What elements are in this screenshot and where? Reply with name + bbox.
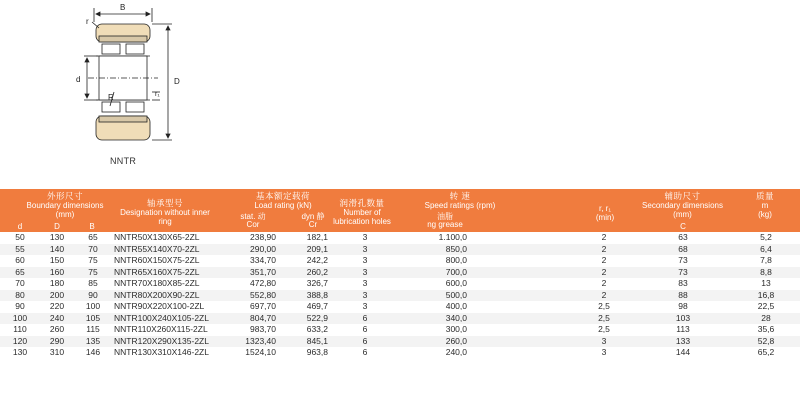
cell-B: 115 [86,324,100,334]
cell-speed: 700,0 [445,266,467,277]
cell-r: 2,5 [598,301,610,311]
cell-C: 88 [678,289,688,300]
cell-B: 75 [88,255,98,265]
header-dyn: dyn 静 [301,212,325,221]
header-speed [405,192,515,210]
cell-r: 2 [601,278,607,288]
cell-speed: 800,0 [445,255,467,265]
cell-cor: 697,70 [250,301,276,311]
cell-designation: NNTR120X290X135-2ZL [114,335,209,346]
bearing-cross-section-drawing [0,0,200,185]
cell-D: 290 [49,335,65,346]
cell-C: 63 [678,232,688,242]
drawing-caption: NNTR [110,156,137,166]
cell-C: 73 [678,255,688,265]
header-designation [110,199,220,226]
cell-D: 220 [49,301,65,311]
cell-designation: NNTR65X160X75-2ZL [114,266,200,277]
table-row [0,278,800,290]
bearing-spec-table [0,189,800,359]
header-speed-en: Speed ratings (rpm) [424,201,496,210]
cell-designation: NNTR50X130X65-2ZL [114,232,200,242]
cell-C: 144 [675,347,691,357]
cell-mass: 7,8 [760,255,772,265]
cell-cr: 182,1 [306,232,328,242]
table-row [0,290,800,302]
cell-d: 65 [15,266,25,277]
cell-D: 140 [49,243,65,254]
cell-r: 2 [601,243,607,254]
cell-holes: 3 [362,289,368,300]
header-load-en: Load rating (kN) [254,201,312,210]
header-boundary [15,192,115,219]
header-C: C [680,222,686,231]
dim-D-label: D [174,77,180,86]
cell-cor: 1524,10 [245,347,276,357]
cell-D: 130 [49,232,65,242]
header-cor: Cor [246,220,260,229]
table-row [0,267,800,279]
cell-C: 98 [678,301,688,311]
header-lub-zh: 润滑孔数量 [339,198,385,208]
cell-d: 110 [13,324,27,334]
cell-cor: 290,00 [250,243,276,254]
cell-holes: 3 [362,243,368,254]
cell-mass: 22,5 [757,301,775,311]
cell-cor: 472,80 [250,278,276,288]
header-boundary-unit: (mm) [55,210,75,219]
header-rr1-label: r, r₁ [598,204,612,213]
table-row [0,336,800,348]
cell-holes: 6 [362,335,368,346]
cell-d: 50 [15,232,25,242]
header-secondary-zh: 辅助尺寸 [664,191,701,201]
cell-designation: NNTR60X150X75-2ZL [114,255,200,265]
table-row [0,301,800,313]
cell-speed: 340,0 [445,312,467,323]
cell-holes: 6 [362,324,368,334]
cell-r: 2 [601,232,607,242]
cell-d: 55 [15,243,25,254]
cell-designation: NNTR70X180X85-2ZL [114,278,200,288]
header-d: d [17,222,23,231]
header-secondary-en2: (mm) [673,210,692,219]
cell-cr: 209,1 [306,243,328,254]
cell-holes: 6 [362,347,368,357]
cell-r: 3 [601,347,607,357]
dim-B-label: B [120,3,126,12]
dim-r1-label: r₁ [155,91,160,98]
header-designation-en2: ring [158,217,172,226]
cell-mass: 5,2 [760,232,772,242]
cell-B: 65 [88,232,98,242]
cell-D: 200 [49,289,65,300]
cell-cr: 469,7 [306,301,328,311]
cell-designation: NNTR110X260X115-2ZL [114,324,208,334]
cell-r: 2,5 [598,324,610,334]
header-load-zh: 基本额定载荷 [255,191,310,201]
cell-cr: 326,7 [306,278,328,288]
cell-B: 135 [85,335,101,346]
header-mass [745,192,785,219]
cell-d: 80 [15,289,25,300]
header-secondary [620,192,745,219]
table-row [0,232,800,244]
cell-holes: 6 [362,312,368,323]
cell-D: 240 [49,312,65,323]
cell-designation: NNTR100X240X105-2ZL [114,312,209,323]
cell-B: 75 [88,266,98,277]
cell-speed: 1.100,0 [438,232,467,242]
cell-speed: 260,0 [445,335,467,346]
cell-d: 120 [12,335,28,346]
cell-cr: 242,2 [306,255,328,265]
dim-d-label: d [76,75,81,84]
cell-mass: 16,8 [757,289,775,300]
table-row [0,324,800,336]
cell-cr: 388,8 [306,289,328,300]
header-mass-en2: (kg) [758,210,772,219]
header-boundary-zh: 外形尺寸 [46,191,83,201]
cell-designation: NNTR80X200X90-2ZL [114,289,200,300]
cell-holes: 3 [362,278,368,288]
header-stat: stat. 动 [240,212,266,221]
table-row [0,255,800,267]
cell-mass: 13 [761,278,771,288]
dim-r-label: r [86,17,89,26]
header-speed-zh: 转 速 [449,191,471,201]
header-lub-en1: Number of [343,208,381,217]
table-row [0,244,800,256]
cell-mass: 28 [761,312,771,323]
header-secondary-en1: Secondary dimensions [642,201,723,210]
cell-d: 100 [12,312,28,323]
cell-speed: 850,0 [445,243,467,254]
cell-B: 146 [85,347,101,357]
cell-holes: 3 [362,232,368,242]
cell-mass: 52,8 [757,335,775,346]
cell-cor: 238,90 [250,232,276,242]
cell-B: 100 [85,301,101,311]
table-row [0,347,800,359]
cell-d: 130 [12,347,28,357]
cell-D: 180 [49,278,65,288]
cell-speed: 240,0 [445,347,467,357]
cell-B: 105 [85,312,101,323]
cell-C: 133 [675,335,691,346]
header-B: B [89,222,95,231]
table-row [0,313,800,325]
cell-cr: 845,1 [306,335,328,346]
cell-holes: 3 [362,255,368,265]
cell-mass: 6,4 [760,243,772,254]
cell-C: 83 [678,278,688,288]
header-mass-zh: 质量 [755,191,774,201]
header-rr1-unit: (min) [595,213,615,222]
cell-cr: 633,2 [306,324,328,334]
cell-B: 85 [88,278,98,288]
cell-cor: 1323,40 [245,335,276,346]
cell-C: 73 [678,266,688,277]
cell-designation: NNTR130X310X146-2ZL [114,347,209,357]
cell-C: 68 [678,243,688,254]
cell-C: 113 [676,324,690,334]
cell-speed: 300,0 [445,324,467,334]
cell-d: 90 [15,301,25,311]
cell-d: 60 [15,255,25,265]
cell-mass: 65,2 [757,347,775,357]
header-grease-en: ng grease [427,220,463,229]
header-lubrication [318,199,406,226]
cell-r: 2 [601,266,607,277]
cell-speed: 500,0 [445,289,467,300]
cell-cr: 963,8 [306,347,328,357]
header-grease-zh: 油脂 [437,212,453,221]
cell-r: 2,5 [598,312,610,323]
cell-r: 2 [601,289,607,300]
cell-cor: 552,80 [250,289,276,300]
cell-designation: NNTR55X140X70-2ZL [114,243,200,254]
cell-holes: 3 [362,301,368,311]
header-boundary-en: Boundary dimensions [26,201,104,210]
cell-holes: 3 [362,266,368,277]
table-header [0,189,800,232]
cell-cor: 983,70 [250,324,276,334]
cell-D: 310 [49,347,65,357]
cell-d: 70 [15,278,25,288]
header-cr: Cr [308,220,318,229]
cell-B: 90 [88,289,98,300]
cell-cor: 804,70 [250,312,276,323]
cell-mass: 35,6 [757,324,775,334]
header-designation-zh: 轴承型号 [146,198,183,208]
cell-speed: 600,0 [445,278,467,288]
cell-r: 2 [601,255,607,265]
cell-cr: 260,2 [306,266,328,277]
header-designation-en1: Designation without inner [120,208,210,217]
header-mass-en1: m [761,201,769,210]
cell-designation: NNTR90X220X100-2ZL [114,301,205,311]
cell-D: 160 [49,266,65,277]
cell-cor: 334,70 [250,255,276,265]
cell-mass: 8,8 [760,266,772,277]
table-body [0,232,800,359]
header-lub-en2: lubrication holes [333,217,391,226]
cell-r: 3 [601,335,607,346]
header-D: D [54,222,60,231]
cell-B: 70 [88,243,98,254]
cell-speed: 400,0 [445,301,467,311]
cell-C: 103 [675,312,691,323]
cell-cr: 522,9 [306,312,328,323]
cell-D: 260 [49,324,65,334]
cell-cor: 351,70 [250,266,276,277]
cell-D: 150 [49,255,65,265]
dim-R-label: R [108,93,114,102]
